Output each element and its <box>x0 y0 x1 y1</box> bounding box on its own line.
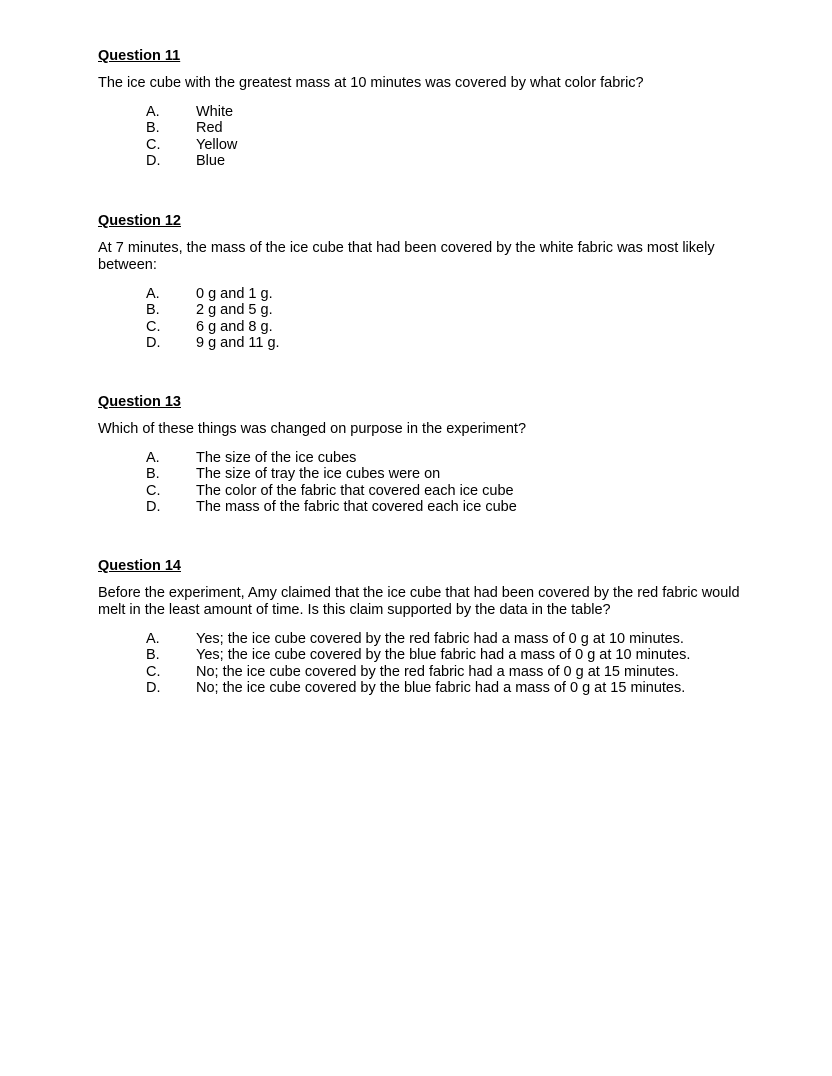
option-letter: A. <box>146 104 160 120</box>
question-12 <box>98 212 758 352</box>
option-text: White <box>196 104 234 120</box>
option-text: Yes; the ice cube covered by the red fabric had a mass of 0 g at 10 minutes. <box>196 631 684 647</box>
option-text: 0 g and 1 g. <box>196 286 273 302</box>
answer-option-a[interactable] <box>98 631 758 647</box>
option-text: Yes; the ice cube covered by the blue fabric had a mass of 0 g at 10 minutes. <box>196 647 691 664</box>
answer-option-a[interactable] <box>98 286 758 302</box>
answer-option-d[interactable] <box>98 499 758 515</box>
answer-options <box>98 450 758 516</box>
answer-options <box>98 286 758 352</box>
option-letter: D. <box>146 335 161 352</box>
question-text: Before the experiment, Amy claimed that the ice cube that had been covered by the red fabric would melt in the least amount of time. Is this claim supported by the data in the table? <box>98 585 740 618</box>
option-text: 9 g and 11 g. <box>196 335 280 352</box>
option-letter: B. <box>146 120 160 137</box>
question-text: At 7 minutes, the mass of the ice cube that had been covered by the white fabric was most likely between: <box>98 240 715 273</box>
option-letter: C. <box>146 318 161 335</box>
option-letter: A. <box>146 631 160 647</box>
option-letter: B. <box>146 647 160 664</box>
option-text: The size of the ice cubes <box>196 450 357 466</box>
option-text: 6 g and 8 g. <box>196 318 273 335</box>
answer-option-d[interactable] <box>98 335 758 351</box>
option-letter: C. <box>146 136 161 153</box>
answer-option-c[interactable] <box>98 664 758 680</box>
answer-option-d[interactable] <box>98 680 758 696</box>
option-text: The size of tray the ice cubes were on <box>196 466 441 483</box>
answer-option-b[interactable] <box>98 466 758 482</box>
answer-options <box>98 631 758 697</box>
option-text: Blue <box>196 153 226 170</box>
option-letter: D. <box>146 153 161 170</box>
option-letter: D. <box>146 680 161 697</box>
answer-option-c[interactable] <box>98 483 758 499</box>
answer-option-a[interactable] <box>98 450 758 466</box>
question-title: Question 14 <box>98 558 181 574</box>
option-text: No; the ice cube covered by the blue fabric had a mass of 0 g at 15 minutes. <box>196 680 686 697</box>
answer-option-b[interactable] <box>98 120 758 136</box>
option-letter: A. <box>146 450 160 466</box>
question-14 <box>98 557 758 697</box>
option-text: The mass of the fabric that covered each ice cube <box>196 499 517 516</box>
option-text: The color of the fabric that covered each ice cube <box>196 482 514 499</box>
option-letter: C. <box>146 482 161 499</box>
question-text: Which of these things was changed on purpose in the experiment? <box>98 421 527 437</box>
option-text: No; the ice cube covered by the red fabric had a mass of 0 g at 15 minutes. <box>196 663 679 680</box>
option-text: 2 g and 5 g. <box>196 302 273 319</box>
question-text: The ice cube with the greatest mass at 10 minutes was covered by what color fabric? <box>98 75 644 91</box>
answer-option-c[interactable] <box>98 319 758 335</box>
answer-option-c[interactable] <box>98 137 758 153</box>
answer-option-d[interactable] <box>98 153 758 169</box>
answer-option-b[interactable] <box>98 302 758 318</box>
question-title: Question 13 <box>98 394 181 410</box>
question-11 <box>98 47 758 170</box>
option-text: Red <box>196 120 223 137</box>
question-title: Question 11 <box>98 48 181 64</box>
question-title: Question 12 <box>98 213 181 229</box>
answer-option-b[interactable] <box>98 647 758 663</box>
answer-option-a[interactable] <box>98 104 758 120</box>
option-letter: B. <box>146 466 160 483</box>
option-letter: B. <box>146 302 160 319</box>
option-letter: C. <box>146 663 161 680</box>
option-letter: D. <box>146 499 161 516</box>
question-13 <box>98 393 758 516</box>
option-text: Yellow <box>196 136 238 153</box>
option-letter: A. <box>146 286 160 302</box>
answer-options <box>98 104 758 170</box>
